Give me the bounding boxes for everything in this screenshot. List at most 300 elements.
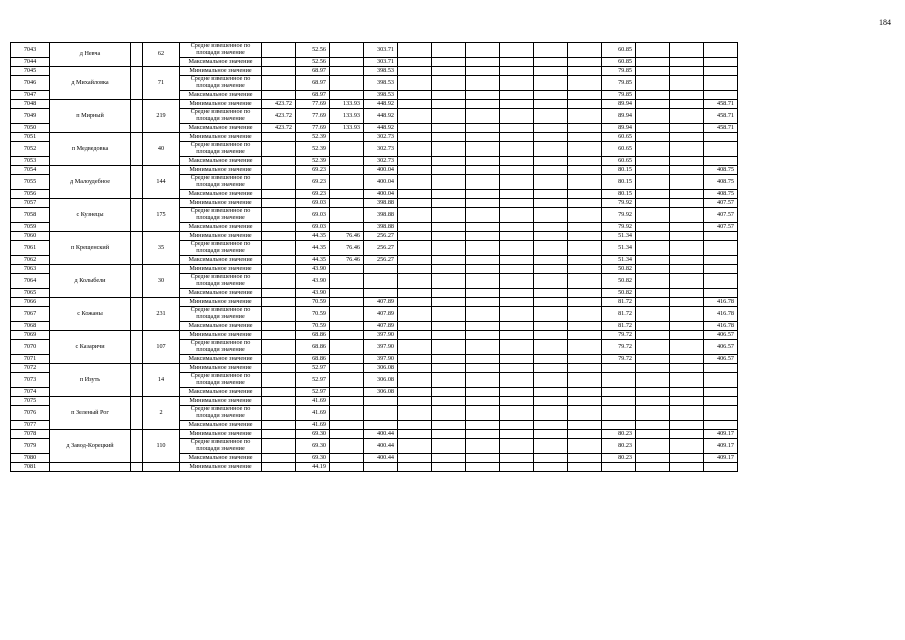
value-cell <box>636 406 670 421</box>
value-cell: 400.44 <box>364 454 398 463</box>
value-cell <box>534 133 568 142</box>
value-cell <box>500 388 534 397</box>
value-type-cell: Максимальное значение <box>180 454 262 463</box>
value-type-cell: Максимальное значение <box>180 256 262 265</box>
value-cell <box>432 232 466 241</box>
value-cell <box>670 307 704 322</box>
value-cell <box>398 421 432 430</box>
settlement-name-cell: д Колыбели <box>50 265 131 298</box>
row-id-cell: 7043 <box>11 43 50 58</box>
value-cell <box>398 430 432 439</box>
value-cell: 407.89 <box>364 307 398 322</box>
value-cell <box>330 142 364 157</box>
value-cell <box>466 322 500 331</box>
value-cell <box>670 124 704 133</box>
row-id-cell: 7072 <box>11 364 50 373</box>
value-cell <box>534 223 568 232</box>
value-cell: 302.73 <box>364 133 398 142</box>
value-cell <box>262 58 296 67</box>
value-cell <box>602 364 636 373</box>
row-id-cell: 7045 <box>11 67 50 76</box>
value-cell <box>330 331 364 340</box>
value-cell <box>432 406 466 421</box>
value-cell <box>262 67 296 76</box>
value-cell <box>330 199 364 208</box>
population-cell: 219 <box>143 100 180 133</box>
value-cell <box>330 133 364 142</box>
value-cell: 69.23 <box>296 190 330 199</box>
value-cell <box>330 406 364 421</box>
value-cell <box>466 76 500 91</box>
value-cell <box>636 397 670 406</box>
value-cell: 302.73 <box>364 157 398 166</box>
value-cell <box>636 421 670 430</box>
value-cell: 60.65 <box>602 133 636 142</box>
value-cell: 79.92 <box>602 208 636 223</box>
value-cell <box>500 289 534 298</box>
value-cell <box>262 289 296 298</box>
value-cell <box>398 289 432 298</box>
value-cell <box>432 430 466 439</box>
value-cell: 81.72 <box>602 298 636 307</box>
value-cell <box>432 190 466 199</box>
value-cell <box>670 274 704 289</box>
value-cell <box>534 109 568 124</box>
value-cell <box>670 223 704 232</box>
value-cell <box>262 463 296 472</box>
value-type-cell: Минимальное значение <box>180 199 262 208</box>
value-cell: 416.78 <box>704 298 738 307</box>
value-cell <box>670 208 704 223</box>
value-cell: 44.35 <box>296 232 330 241</box>
population-cell: 175 <box>143 199 180 232</box>
value-cell <box>262 298 296 307</box>
value-cell <box>670 256 704 265</box>
value-cell: 70.59 <box>296 322 330 331</box>
value-cell <box>602 421 636 430</box>
value-cell <box>398 406 432 421</box>
value-cell <box>636 157 670 166</box>
value-cell <box>602 397 636 406</box>
value-cell: 68.86 <box>296 331 330 340</box>
value-cell <box>670 67 704 76</box>
value-cell: 51.34 <box>602 241 636 256</box>
value-cell: 400.44 <box>364 439 398 454</box>
value-cell: 60.65 <box>602 157 636 166</box>
value-cell <box>670 322 704 331</box>
value-cell <box>568 373 602 388</box>
value-cell <box>466 142 500 157</box>
value-cell <box>262 232 296 241</box>
value-cell <box>262 157 296 166</box>
value-cell <box>398 340 432 355</box>
value-cell: 68.86 <box>296 355 330 364</box>
value-cell <box>500 76 534 91</box>
row-id-cell: 7065 <box>11 289 50 298</box>
value-cell <box>670 241 704 256</box>
value-cell: 398.53 <box>364 67 398 76</box>
value-cell: 80.23 <box>602 454 636 463</box>
value-cell: 306.08 <box>364 388 398 397</box>
value-cell: 408.75 <box>704 190 738 199</box>
value-cell <box>466 430 500 439</box>
value-cell <box>670 91 704 100</box>
value-cell <box>466 199 500 208</box>
value-cell <box>432 355 466 364</box>
value-cell <box>398 388 432 397</box>
value-cell <box>330 430 364 439</box>
value-cell <box>398 241 432 256</box>
value-cell <box>636 133 670 142</box>
value-cell <box>466 274 500 289</box>
value-cell <box>670 133 704 142</box>
value-cell <box>262 142 296 157</box>
blank-cell <box>131 463 143 472</box>
population-cell: 62 <box>143 43 180 67</box>
value-cell <box>466 208 500 223</box>
value-cell <box>636 340 670 355</box>
value-cell <box>432 109 466 124</box>
value-type-cell: Средне взвешенное по площади значение <box>180 340 262 355</box>
value-cell <box>330 175 364 190</box>
value-cell <box>500 166 534 175</box>
value-cell <box>262 43 296 58</box>
value-cell <box>534 397 568 406</box>
value-cell <box>398 331 432 340</box>
value-type-cell: Минимальное значение <box>180 100 262 109</box>
value-cell <box>432 91 466 100</box>
value-cell <box>466 223 500 232</box>
value-cell <box>466 256 500 265</box>
population-cell: 40 <box>143 133 180 166</box>
value-cell <box>704 256 738 265</box>
value-cell <box>398 454 432 463</box>
value-cell <box>466 397 500 406</box>
value-cell: 407.57 <box>704 208 738 223</box>
value-cell <box>262 388 296 397</box>
value-cell <box>398 397 432 406</box>
value-cell <box>670 397 704 406</box>
value-cell <box>466 133 500 142</box>
value-cell <box>568 175 602 190</box>
value-cell <box>432 397 466 406</box>
value-cell <box>466 373 500 388</box>
value-cell <box>534 454 568 463</box>
value-cell <box>432 373 466 388</box>
value-cell: 79.92 <box>602 223 636 232</box>
value-cell <box>466 157 500 166</box>
value-cell <box>330 265 364 274</box>
settlement-name-cell: с Кожаны <box>50 298 131 331</box>
value-cell <box>500 100 534 109</box>
value-cell <box>636 331 670 340</box>
value-cell <box>398 463 432 472</box>
value-cell <box>432 223 466 232</box>
value-cell <box>568 397 602 406</box>
value-cell: 398.88 <box>364 208 398 223</box>
value-cell <box>500 340 534 355</box>
value-cell <box>568 388 602 397</box>
value-type-cell: Максимальное значение <box>180 388 262 397</box>
blank-cell <box>131 265 143 298</box>
value-cell <box>262 274 296 289</box>
value-cell <box>432 322 466 331</box>
value-cell <box>466 109 500 124</box>
value-cell <box>636 109 670 124</box>
row-id-cell: 7057 <box>11 199 50 208</box>
value-cell <box>534 364 568 373</box>
value-cell <box>500 241 534 256</box>
value-cell: 89.94 <box>602 124 636 133</box>
value-cell <box>568 364 602 373</box>
value-cell <box>432 274 466 289</box>
value-cell: 69.03 <box>296 223 330 232</box>
value-cell <box>636 67 670 76</box>
value-cell: 41.69 <box>296 397 330 406</box>
value-cell <box>262 340 296 355</box>
value-cell <box>670 289 704 298</box>
value-cell <box>262 175 296 190</box>
value-cell <box>670 232 704 241</box>
value-cell <box>670 331 704 340</box>
value-cell <box>534 274 568 289</box>
value-cell <box>330 307 364 322</box>
value-cell <box>568 67 602 76</box>
value-cell <box>670 199 704 208</box>
settlement-name-cell: п Зеленый Рог <box>50 397 131 430</box>
value-cell <box>262 397 296 406</box>
value-cell <box>636 430 670 439</box>
value-cell <box>432 307 466 322</box>
value-cell <box>262 331 296 340</box>
value-cell <box>432 388 466 397</box>
value-cell <box>330 397 364 406</box>
value-cell <box>704 373 738 388</box>
value-cell <box>398 355 432 364</box>
value-cell <box>330 298 364 307</box>
value-cell <box>636 241 670 256</box>
value-cell <box>704 67 738 76</box>
population-cell: 14 <box>143 364 180 397</box>
value-cell <box>398 322 432 331</box>
value-cell <box>262 265 296 274</box>
value-cell <box>568 340 602 355</box>
value-cell <box>432 364 466 373</box>
value-cell <box>432 463 466 472</box>
value-cell <box>432 256 466 265</box>
value-cell: 81.72 <box>602 307 636 322</box>
population-cell <box>143 463 180 472</box>
value-cell <box>568 208 602 223</box>
value-cell <box>500 58 534 67</box>
value-cell <box>262 256 296 265</box>
value-cell <box>466 100 500 109</box>
value-cell <box>466 454 500 463</box>
value-cell: 69.23 <box>296 175 330 190</box>
value-cell <box>534 430 568 439</box>
value-type-cell: Максимальное значение <box>180 58 262 67</box>
row-id-cell: 7078 <box>11 430 50 439</box>
value-cell <box>262 91 296 100</box>
value-cell: 76.46 <box>330 232 364 241</box>
value-cell <box>670 142 704 157</box>
value-cell <box>704 463 738 472</box>
value-cell <box>534 91 568 100</box>
value-cell: 44.35 <box>296 256 330 265</box>
value-cell <box>568 454 602 463</box>
row-id-cell: 7071 <box>11 355 50 364</box>
settlement-name-cell: д Михайловка <box>50 67 131 100</box>
value-type-cell: Максимальное значение <box>180 355 262 364</box>
value-cell <box>466 355 500 364</box>
value-cell <box>398 274 432 289</box>
value-cell: 448.92 <box>364 124 398 133</box>
value-cell <box>568 142 602 157</box>
value-cell: 60.65 <box>602 142 636 157</box>
value-cell <box>500 364 534 373</box>
value-cell <box>398 166 432 175</box>
value-cell <box>432 67 466 76</box>
value-cell <box>500 265 534 274</box>
value-cell <box>262 355 296 364</box>
value-cell <box>568 232 602 241</box>
value-type-cell: Средне взвешенное по площади значение <box>180 76 262 91</box>
value-cell <box>704 397 738 406</box>
value-cell <box>534 463 568 472</box>
value-cell: 407.89 <box>364 322 398 331</box>
value-cell <box>636 454 670 463</box>
value-cell <box>534 241 568 256</box>
settlement-name-cell: д Завод-Корецкий <box>50 430 131 463</box>
value-cell <box>398 373 432 388</box>
settlement-name-cell: п Изуть <box>50 364 131 397</box>
value-cell: 306.08 <box>364 364 398 373</box>
value-cell <box>704 421 738 430</box>
value-cell: 60.85 <box>602 43 636 58</box>
value-cell: 81.72 <box>602 322 636 331</box>
value-cell: 79.85 <box>602 76 636 91</box>
population-cell: 30 <box>143 265 180 298</box>
row-id-cell: 7061 <box>11 241 50 256</box>
value-cell: 79.72 <box>602 331 636 340</box>
value-cell <box>534 439 568 454</box>
value-cell <box>636 232 670 241</box>
value-cell: 44.35 <box>296 241 330 256</box>
table-row <box>11 100 738 109</box>
value-type-cell: Максимальное значение <box>180 91 262 100</box>
value-cell <box>670 406 704 421</box>
value-cell <box>330 421 364 430</box>
value-cell <box>534 199 568 208</box>
value-cell <box>534 175 568 190</box>
row-id-cell: 7067 <box>11 307 50 322</box>
population-cell: 231 <box>143 298 180 331</box>
value-cell <box>602 463 636 472</box>
value-cell <box>534 331 568 340</box>
value-cell <box>466 190 500 199</box>
blank-cell <box>131 364 143 397</box>
value-cell <box>568 223 602 232</box>
page-number: 184 <box>879 18 891 27</box>
value-cell: 68.86 <box>296 340 330 355</box>
value-cell: 51.34 <box>602 256 636 265</box>
value-cell <box>534 421 568 430</box>
value-cell <box>500 199 534 208</box>
settlement-name-cell: п Крещенский <box>50 232 131 265</box>
value-type-cell: Средне взвешенное по площади значение <box>180 406 262 421</box>
value-cell <box>568 439 602 454</box>
value-cell: 69.30 <box>296 439 330 454</box>
value-cell <box>398 76 432 91</box>
value-cell <box>568 274 602 289</box>
value-cell: 423.72 <box>262 109 296 124</box>
value-cell <box>398 223 432 232</box>
value-cell <box>262 241 296 256</box>
value-cell <box>262 133 296 142</box>
value-cell <box>330 364 364 373</box>
value-cell: 408.75 <box>704 175 738 190</box>
value-cell <box>670 76 704 91</box>
value-cell <box>500 256 534 265</box>
value-cell <box>500 454 534 463</box>
value-cell <box>466 406 500 421</box>
value-cell: 52.39 <box>296 157 330 166</box>
value-type-cell: Средне взвешенное по площади значение <box>180 175 262 190</box>
row-id-cell: 7070 <box>11 340 50 355</box>
row-id-cell: 7069 <box>11 331 50 340</box>
value-cell: 303.71 <box>364 43 398 58</box>
value-cell <box>500 190 534 199</box>
value-cell <box>466 289 500 298</box>
value-cell: 77.69 <box>296 124 330 133</box>
row-id-cell: 7050 <box>11 124 50 133</box>
table-row <box>11 298 738 307</box>
value-cell <box>330 58 364 67</box>
row-id-cell: 7073 <box>11 373 50 388</box>
value-cell <box>330 43 364 58</box>
value-cell <box>568 298 602 307</box>
value-cell <box>262 421 296 430</box>
value-cell <box>466 175 500 190</box>
value-cell <box>466 58 500 67</box>
value-cell: 406.57 <box>704 340 738 355</box>
value-type-cell: Минимальное значение <box>180 430 262 439</box>
value-cell <box>534 307 568 322</box>
settlement-name-cell <box>50 463 131 472</box>
value-cell <box>568 58 602 67</box>
value-cell <box>602 406 636 421</box>
value-cell <box>398 232 432 241</box>
value-cell <box>636 76 670 91</box>
value-type-cell: Средне взвешенное по площади значение <box>180 307 262 322</box>
value-cell <box>636 166 670 175</box>
value-cell: 69.30 <box>296 454 330 463</box>
value-cell <box>398 124 432 133</box>
value-type-cell: Максимальное значение <box>180 190 262 199</box>
value-cell <box>432 208 466 223</box>
value-cell <box>364 463 398 472</box>
value-cell <box>398 307 432 322</box>
value-cell <box>534 166 568 175</box>
value-cell: 458.71 <box>704 124 738 133</box>
value-cell <box>432 133 466 142</box>
table-row <box>11 430 738 439</box>
value-cell: 43.90 <box>296 265 330 274</box>
value-cell <box>398 175 432 190</box>
value-cell: 70.59 <box>296 307 330 322</box>
value-cell <box>500 298 534 307</box>
row-id-cell: 7081 <box>11 463 50 472</box>
